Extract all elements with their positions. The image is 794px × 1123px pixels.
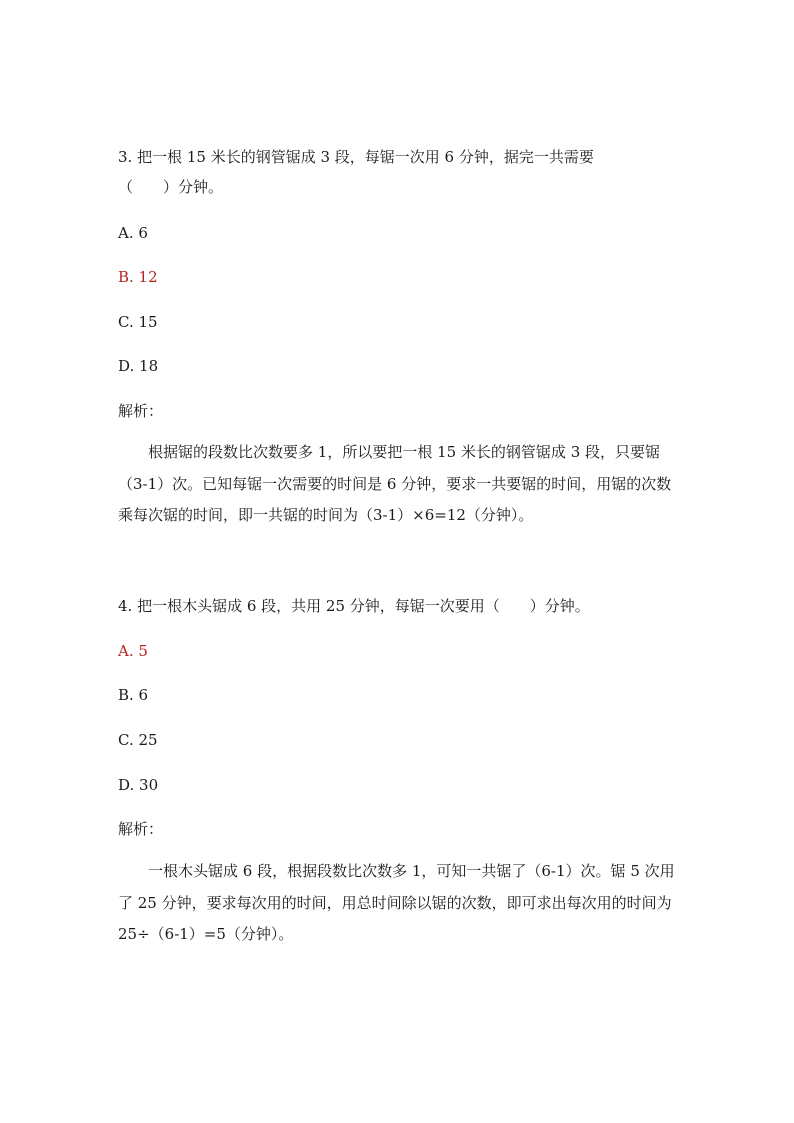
- q4-option-d: D. 30: [118, 776, 159, 794]
- q3-analysis-text: 根据锯的段数比次数要多 1，所以要把一根 15 米长的钢管锯成 3 段，只要锯（3-1）次。已知每锯一次需要的时间是 6 分钟，要求一共要锯的时间，用锯的次数乘每次锯的时间，即一共锯的时间为（3-1）×6=12（分钟）。: [118, 443, 672, 524]
- q4-option-a-correct: A. 5: [118, 642, 148, 660]
- q3-analysis-heading: 解析：: [118, 402, 164, 420]
- q4-stem-line-1: 4. 把一根木头锯成 6 段，共用 25 分钟，每锯一次要用（ ）分钟。: [118, 597, 590, 615]
- q4-analysis-heading: 解析：: [118, 820, 164, 838]
- q3-stem-line-1: 3. 把一根 15 米长的钢管锯成 3 段，每锯一次用 6 分钟，据完一共需要: [118, 148, 594, 166]
- q3-stem-line-2: （ ）分钟。: [118, 178, 224, 196]
- q4-option-c: C. 25: [118, 731, 158, 749]
- q3-option-b-correct: B. 12: [118, 268, 158, 286]
- q3-option-d: D. 18: [118, 357, 159, 375]
- q3-option-a: A. 6: [118, 224, 148, 242]
- q4-option-b: B. 6: [118, 686, 149, 704]
- q4-analysis-text: 一根木头锯成 6 段，根据段数比次数多 1，可知一共锯了（6-1）次。锯 5 次用了 25 分钟，要求每次用的时间，用总时间除以锯的次数，即可求出每次用的时间为 25÷（6-1）=5（分钟）。: [118, 862, 675, 943]
- q3-option-c: C. 15: [118, 313, 158, 331]
